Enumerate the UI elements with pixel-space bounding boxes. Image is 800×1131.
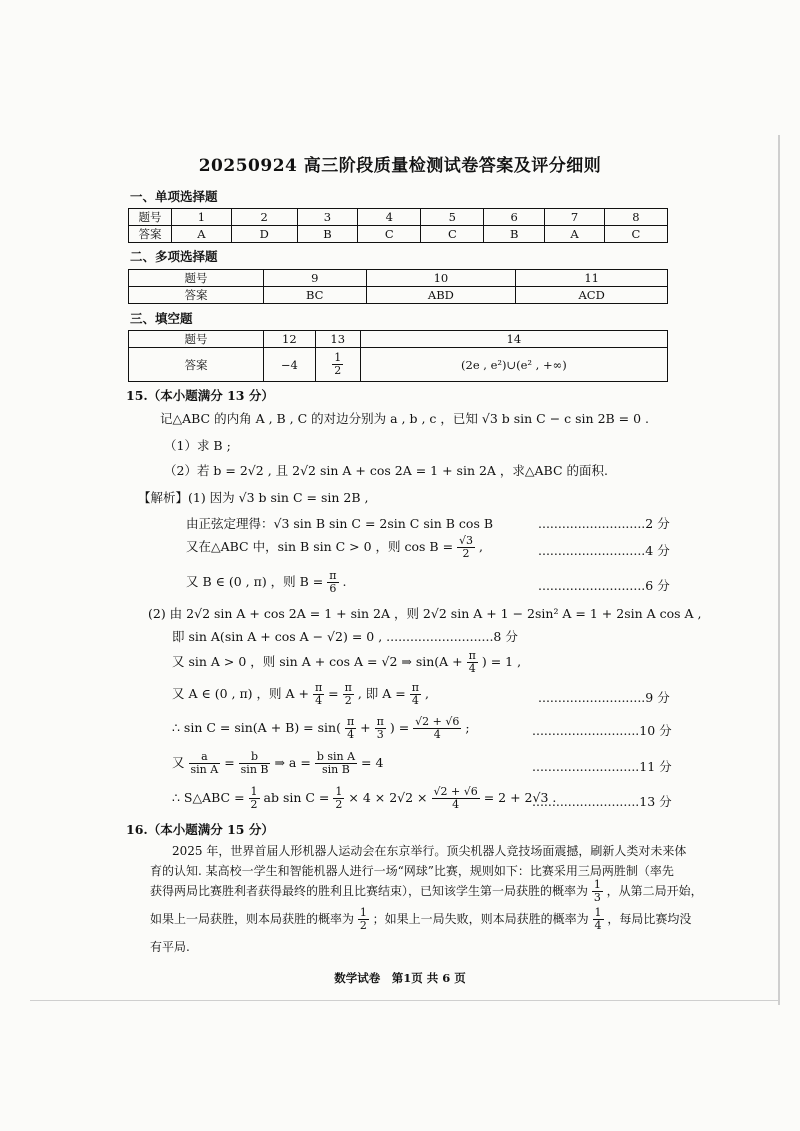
s8-mid2: , 即 A = xyxy=(357,686,406,701)
scan-edge-right xyxy=(778,135,780,1005)
prob-win-fraction xyxy=(358,907,369,932)
s3-ans-13 xyxy=(315,348,360,382)
s1-ans-3: B xyxy=(297,226,358,243)
s4-post: . xyxy=(342,574,347,589)
frac-c xyxy=(410,682,421,707)
frac-den: 2 xyxy=(359,919,367,932)
s3-ans-13-fraction xyxy=(332,352,343,377)
l4-post: ，每局比赛均没 xyxy=(607,912,692,926)
s10-post: = 4 xyxy=(361,755,384,770)
frac-den: 4 xyxy=(315,694,323,707)
q15-solution-3 xyxy=(186,534,483,560)
s1-num-3: 3 xyxy=(297,209,358,226)
s1-ans-5: C xyxy=(421,226,484,243)
s8-pre: 又 A ∈ (0 , π) ，则 A + xyxy=(172,686,309,701)
l3-pre: 获得两局比赛胜利者获得最终的胜利且比赛结束），已知该学生第一局获胜的概率为 xyxy=(150,884,589,898)
s2-ans-label: 答案 xyxy=(129,287,264,304)
frac-c xyxy=(413,716,461,741)
frac-num: π xyxy=(376,715,384,728)
q15-solution-7 xyxy=(172,649,521,675)
q15-score-9: ...........................9 分 xyxy=(538,690,670,705)
q15-score-2: ...........................2 分 xyxy=(538,516,670,531)
frac-num: π xyxy=(329,569,337,582)
l4-pre: 如果上一局获胜，则本局获胜的概率为 xyxy=(150,912,355,926)
s3-num-label: 题号 xyxy=(129,331,264,348)
q16-line3 xyxy=(150,878,703,904)
s7-post: ) = 1 , xyxy=(481,654,522,669)
s11-pre: ∴ S△ABC = xyxy=(172,790,245,805)
s1-ans-6: B xyxy=(484,226,545,243)
s1-num-8: 8 xyxy=(604,209,667,226)
frac-den: 4 xyxy=(594,919,602,932)
frac-den: 2 xyxy=(462,547,470,560)
q15-solution-5: (2) 由 2√2 sin A + cos 2A = 1 + sin 2A ，则 2√2 sin A + 1 − 2sin² A = 1 + 2sin A cos A , xyxy=(148,606,702,621)
s9-post: ; xyxy=(465,720,470,735)
s1-num-5: 5 xyxy=(421,209,484,226)
q15-score-4: ...........................4 分 xyxy=(538,543,670,558)
b-value-fraction xyxy=(327,570,338,595)
frac-num: π xyxy=(314,681,323,694)
frac-den: 4 xyxy=(468,662,476,675)
q16-line1: 2025 年，世界首届人形机器人运动会在东京举行。顶尖机器人竞技场面震撼，刷新人类对未来体 xyxy=(172,844,687,858)
s10-pre: 又 xyxy=(172,755,185,770)
frac-num: b sin A xyxy=(316,750,356,763)
q15-solution-11 xyxy=(172,785,556,811)
frac-num: π xyxy=(346,715,355,728)
q16-header: 16.（本小题满分 15 分） xyxy=(126,822,274,837)
s9-plus: + xyxy=(360,720,371,735)
s1-ans-1: A xyxy=(172,226,232,243)
s1-ans-label: 答案 xyxy=(129,226,172,243)
s1-num-label: 题号 xyxy=(129,209,172,226)
frac-b xyxy=(375,716,386,741)
q15-header: 15.（本小题满分 13 分） xyxy=(126,388,274,403)
q15-solution-10 xyxy=(172,750,383,776)
q15-part2: （2）若 b = 2√2 , 且 2√2 sin A + cos 2A = 1 + sin 2A ，求△ABC 的面积. xyxy=(164,463,608,478)
s2-num-11: 11 xyxy=(516,270,668,287)
section2-table xyxy=(128,269,668,304)
q15-score-13: ...........................13 分 xyxy=(532,794,672,809)
cos-b-fraction xyxy=(457,535,475,560)
frac-den: 2 xyxy=(335,798,343,811)
frac-num: π xyxy=(344,681,352,694)
q15-solution-2: 由正弦定理得：√3 sin B sin C = 2sin C sin B cos B xyxy=(186,516,494,531)
s8-mid: = xyxy=(328,686,339,701)
page-footer: 数学试卷 第1页 共 6 页 xyxy=(334,971,466,985)
frac-num: √2 + √6 xyxy=(433,785,478,798)
s1-num-2: 2 xyxy=(231,209,297,226)
section3-table xyxy=(128,330,668,382)
q15-solution-9 xyxy=(172,715,470,741)
frac-num: π xyxy=(468,649,476,662)
l4-mid: ；如果上一局失败，则本局获胜的概率为 xyxy=(372,912,589,926)
q15-score-10: ...........................10 分 xyxy=(532,723,672,738)
frac-num: 1 xyxy=(250,785,258,798)
q15-score-11: ...........................11 分 xyxy=(532,759,672,774)
frac-den: 3 xyxy=(593,891,601,904)
frac-den: 4 xyxy=(433,728,441,741)
frac-num: π xyxy=(411,681,419,694)
pi-over-4-fraction xyxy=(467,650,478,675)
frac-num: 1 xyxy=(334,351,342,364)
frac-num: 1 xyxy=(594,906,602,919)
frac-den: 6 xyxy=(329,582,337,595)
s3-post: , xyxy=(479,539,484,554)
q15-solution-6: 即 sin A(sin A + cos A − √2) = 0 , ...........................8 分 xyxy=(172,629,518,644)
s8-post: , xyxy=(424,686,429,701)
q15-solution-4 xyxy=(186,569,346,595)
s4-pre: 又 B ∈ (0 , π) ，则 B = xyxy=(186,574,324,589)
frac-b xyxy=(343,682,354,707)
s1-num-6: 6 xyxy=(484,209,545,226)
frac-a xyxy=(189,751,221,776)
s3-num-13: 13 xyxy=(315,331,360,348)
frac-a xyxy=(249,786,260,811)
frac-den: 3 xyxy=(376,728,384,741)
s3-num-14: 14 xyxy=(360,331,667,348)
q15-stem: 记△ABC 的内角 A , B , C 的对边分别为 a , b , c ，已知 √3 b sin C − c sin 2B = 0 . xyxy=(160,411,650,426)
frac-den: 2 xyxy=(344,694,352,707)
section1-heading: 一、单项选择题 xyxy=(130,189,218,204)
s9-mid: ) = xyxy=(389,720,410,735)
frac-c xyxy=(432,786,480,811)
q15-solution-8 xyxy=(172,681,429,707)
frac-num: √2 + √6 xyxy=(415,715,460,728)
q16-line2: 育的认知. 某高校一学生和智能机器人进行一场“网球”比赛，规则如下：比赛采用三局两胜制（率先 xyxy=(150,864,674,878)
s1-num-7: 7 xyxy=(545,209,605,226)
s1-ans-2: D xyxy=(231,226,297,243)
q15-part1: （1）求 B ; xyxy=(164,438,231,453)
frac-num: a xyxy=(189,751,221,764)
frac-num: 1 xyxy=(593,878,601,891)
s11-mid: ab sin C = xyxy=(263,790,330,805)
scan-edge-bottom xyxy=(30,1000,780,1001)
s10-eq: = xyxy=(224,755,235,770)
s1-ans-4: C xyxy=(358,226,421,243)
frac-num: 1 xyxy=(335,785,343,798)
page-title: 20250924 高三阶段质量检测试卷答案及评分细则 xyxy=(198,156,602,176)
s3-ans-label: 答案 xyxy=(129,348,264,382)
s1-ans-7: A xyxy=(545,226,605,243)
section3-heading: 三、填空题 xyxy=(130,311,193,326)
s3-ans-14: (2e , e²)∪(e² , +∞) xyxy=(360,348,667,382)
s3-num-12: 12 xyxy=(264,331,316,348)
prob-loss-fraction xyxy=(593,907,604,932)
s11-mid2: × 4 × 2√2 × xyxy=(348,790,428,805)
s2-ans-10: ABD xyxy=(366,287,516,304)
s2-ans-11: ACD xyxy=(516,287,668,304)
s1-num-1: 1 xyxy=(172,209,232,226)
frac-den: 4 xyxy=(452,798,460,811)
frac-den: sin B xyxy=(322,763,350,776)
s2-ans-9: BC xyxy=(264,287,367,304)
frac-num: √3 xyxy=(459,534,474,547)
s2-num-10: 10 xyxy=(366,270,516,287)
s1-ans-8: C xyxy=(604,226,667,243)
prob-first-fraction xyxy=(592,879,603,904)
frac-b xyxy=(333,786,344,811)
s7-pre: 又 sin A > 0 ，则 sin A + cos A = √2 ⇒ sin(A + xyxy=(172,654,463,669)
frac-num: 1 xyxy=(359,906,367,919)
s2-num-label: 题号 xyxy=(129,270,264,287)
frac-den: 4 xyxy=(347,728,355,741)
q16-line5: 有平局. xyxy=(150,940,190,954)
frac-den: sin B xyxy=(240,763,269,776)
section1-table xyxy=(128,208,668,243)
frac-b xyxy=(239,751,271,776)
q15-score-6: ...........................6 分 xyxy=(538,578,670,593)
frac-den: 2 xyxy=(334,364,342,377)
q16-line4 xyxy=(150,906,691,932)
frac-a xyxy=(313,682,324,707)
s3-ans-12: −4 xyxy=(264,348,316,382)
s10-mid: ⇒ a = xyxy=(274,755,311,770)
q15-solution-1: 【解析】(1) 因为 √3 b sin C = sin 2B , xyxy=(138,490,369,505)
frac-c xyxy=(315,751,357,776)
frac-num: b xyxy=(239,751,271,764)
frac-a xyxy=(345,716,356,741)
s3-pre: 又在△ABC 中，sin B sin C > 0 ，则 cos B = xyxy=(186,539,454,554)
s9-pre: ∴ sin C = sin(A + B) = sin( xyxy=(172,720,341,735)
frac-den: sin A xyxy=(190,763,219,776)
section2-heading: 二、多项选择题 xyxy=(130,249,218,264)
l3-post: ，从第二局开始， xyxy=(606,884,703,898)
s2-num-9: 9 xyxy=(264,270,367,287)
s1-num-4: 4 xyxy=(358,209,421,226)
frac-den: 2 xyxy=(250,798,258,811)
frac-den: 4 xyxy=(411,694,419,707)
s11-post: = 2 + 2√3 . xyxy=(483,790,557,805)
